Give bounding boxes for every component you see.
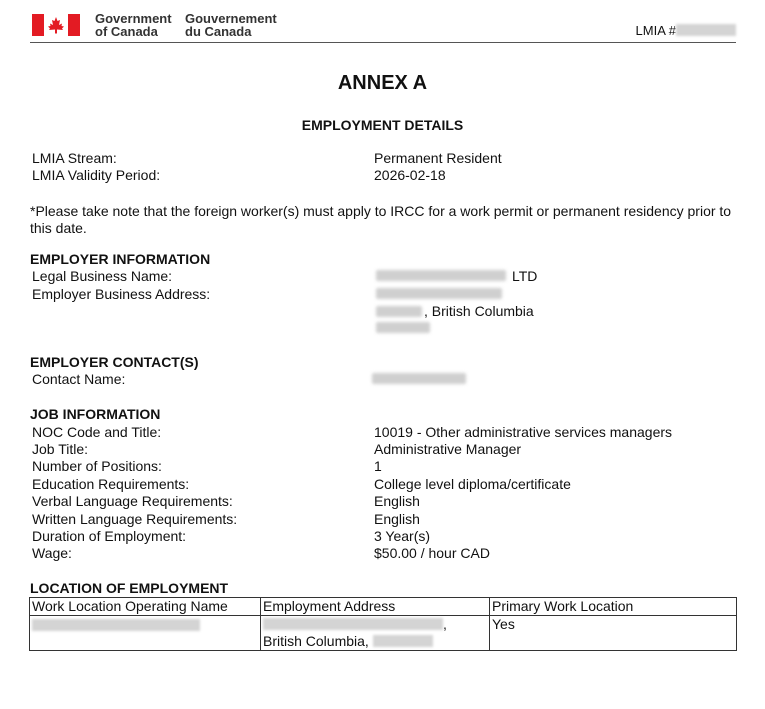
- employer-info-heading: EMPLOYER INFORMATION: [30, 251, 211, 267]
- redacted-operating-name: [32, 619, 200, 631]
- government-of-canada-en: [95, 12, 172, 38]
- address-line1: [263, 616, 487, 633]
- address-suffix: ,: [443, 616, 447, 632]
- validity-value: 2026-02-18: [374, 167, 446, 183]
- column-header: Primary Work Location: [490, 598, 737, 616]
- table-header-row: [30, 598, 737, 616]
- redacted-postal-code: [376, 322, 430, 333]
- table-row: [30, 616, 737, 651]
- lmia-number: [636, 23, 736, 38]
- column-header: Work Location Operating Name: [30, 598, 261, 616]
- job-value: English: [374, 493, 420, 509]
- redacted-city: [376, 306, 422, 317]
- job-label: Wage:: [32, 545, 72, 561]
- gov-fr-line1: Gouvernement: [185, 11, 277, 26]
- address-province: British Columbia,: [263, 633, 369, 649]
- gov-fr-line2: du Canada: [185, 24, 252, 39]
- redacted-lmia-number: [676, 24, 736, 36]
- legal-name-suffix: LTD: [512, 268, 538, 284]
- redacted-legal-name: [376, 270, 506, 281]
- gov-en-line1: Government: [95, 11, 172, 26]
- job-label: NOC Code and Title:: [32, 424, 162, 440]
- job-label: Job Title:: [32, 441, 89, 457]
- address-label: Employer Business Address:: [32, 286, 211, 302]
- notice-text: *Please take note that the foreign worker(s) must apply to IRCC for a work permit or permanent residency prior to this date.: [30, 203, 732, 236]
- job-label: Number of Positions:: [32, 458, 162, 474]
- canada-flag-icon: [32, 14, 80, 36]
- redacted-postal: [373, 635, 433, 647]
- gouvernement-du-canada-fr: [185, 12, 277, 38]
- location-heading: LOCATION OF EMPLOYMENT: [30, 580, 229, 596]
- contact-name-label: Contact Name:: [32, 371, 126, 387]
- gov-en-line2: of Canada: [95, 24, 158, 39]
- job-label: Written Language Requirements:: [32, 511, 238, 527]
- location-table: [29, 597, 737, 651]
- job-label: Verbal Language Requirements:: [32, 493, 233, 509]
- page-title: ANNEX A: [337, 72, 428, 94]
- page-header: [30, 12, 736, 43]
- employer-contact-heading: EMPLOYER CONTACT(S): [30, 354, 199, 370]
- legal-name-label: Legal Business Name:: [32, 268, 173, 284]
- province-text: , British Columbia: [424, 303, 534, 319]
- address-line2: [263, 633, 487, 650]
- job-value: 10019 - Other administrative services managers: [374, 424, 673, 440]
- job-value: Administrative Manager: [374, 441, 522, 457]
- validity-label: LMIA Validity Period:: [32, 167, 161, 183]
- redacted-contact-name: [372, 373, 466, 384]
- employment-address-cell: [261, 616, 490, 651]
- job-value: 3 Year(s): [374, 528, 431, 544]
- job-info-heading: JOB INFORMATION: [30, 406, 161, 422]
- job-value: 1: [374, 458, 382, 474]
- page-subtitle: EMPLOYMENT DETAILS: [301, 117, 464, 133]
- job-label: Education Requirements:: [32, 476, 190, 492]
- stream-label: LMIA Stream:: [32, 150, 117, 166]
- job-value: English: [374, 511, 420, 527]
- operating-name-cell: [30, 616, 261, 651]
- stream-value: Permanent Resident: [374, 150, 502, 166]
- redacted-address-line1: [376, 288, 502, 299]
- job-value: $50.00 / hour CAD: [374, 545, 490, 561]
- redacted-street: [263, 618, 443, 630]
- primary-location-cell: Yes: [490, 616, 737, 651]
- job-label: Duration of Employment:: [32, 528, 187, 544]
- job-value: College level diploma/certificate: [374, 476, 571, 492]
- column-header: Employment Address: [261, 598, 490, 616]
- lmia-label: LMIA #: [635, 23, 676, 38]
